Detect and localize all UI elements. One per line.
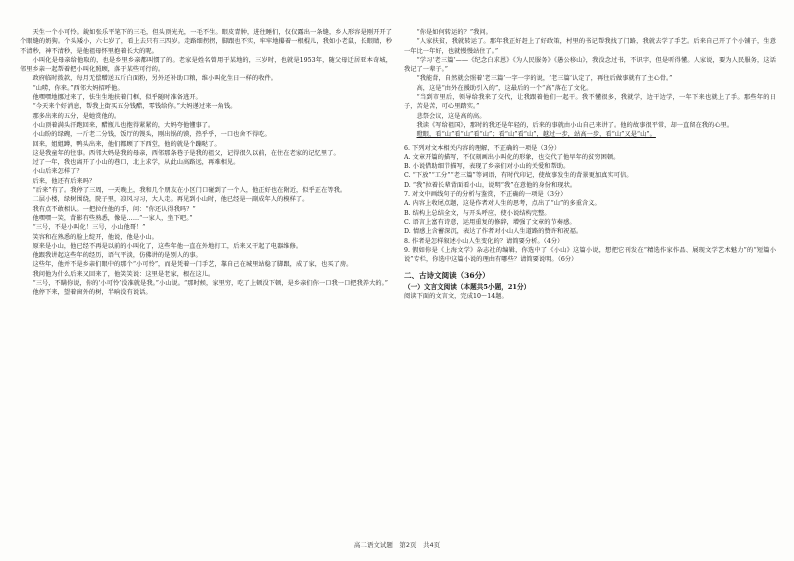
paragraph: 他停下来，望着窗外的树，半晌没有说话。 [32,289,152,297]
question-7-stem: 7. 对文中画线句子的分析与鉴赏，不正确的一项是（3分） [404,191,567,199]
question-7-option-c: C. 语言上富有诗意，运用重复的修辞，增强了文章的节奏感。 [404,218,576,226]
paragraph: “今天来个好消息，帮我上街买五分钱醋，零钱给你。”大妈递过来一角钱。 [32,103,237,111]
question-6-option-d: D. “我”拉着长辈背面看小山，说明“我”在意他的身份和现状。 [404,181,577,189]
underlined-sentence: 瞪眼，看“山”看“山”看“山”；看“山”看“山”，越过一步，站高一步，看“山”又是“山”。 [416,131,656,139]
paragraph: 天生一个小可怜。銳如张乐平笔下的三毛，但头顶光光，一毛不生。眼皮青肿，进往睡们，仅仅露出一条缝，乡人形容是刚开开了个眼缝的奶狗。个头矮小，六七岁了，看上去只有三四岁。走路细拐拐，脚跟也不实，牢牢地攥着一根棍儿，我如小老鼠，长眼睛，秒不清秒，神不清秒，是他祖母怀里抱着长大的呢。 [20,29,392,55]
paragraph: “当到市里后，领导给我来了交代，让我跟着他们一起干。我不懂很多，我就学，边干边学，一年下来也就上了手。那些年的日子，苦是苦，可心里踏实。” [404,94,776,111]
question-6-option-b: B. 小说借助细节描写，表现了乡亲们对小山的关爱和帮助。 [404,163,570,171]
paragraph: 他嘿嘿地挪过来了，怯生生地扶着门框，似乎随时准备逃开。 [32,94,202,102]
paragraph: “三号，不是小叫化！三号，小山他哥！” [32,224,146,232]
paragraph: “你是如何转运的？”我问。 [416,29,492,36]
paragraph: 悲祭会议，这是高的高。 [416,112,486,120]
right-column [404,28,776,534]
paragraph: “山唠，你来。”西邻大妈招呼他。 [32,84,124,92]
question-6-option-a: A. 文章开篇的描写，不仅刻画出小叫化的形象，也交代了他早年的贫穷困顿。 [404,153,620,161]
paragraph: 政府临时拨款，每月无偿赠送五斤白面粉，另外还补助口粮，维小叫化生日一样的收件。 [32,75,278,83]
question-6-option-c: C. “下放”“工分”“老三篇”等词语，有时代印记，使故事发生的背景更加真实可信。 [404,172,633,180]
paragraph: 小叫化是母亲给他取的，也是乡里乡亲都叫惯了的。老家是姓名曾用于某地的，三岁时，也就是1953年，随父母迁居亚本奇城，邻里乡亲一起帮着把小叫化照顾，落于某些可行的。 [20,56,392,74]
paragraph: 我读《写给祖国》，那时的我还是年轻的，后来的事就由小山自己来讲了。他的故事很平常，却一直留在我的心里。 [416,121,734,129]
paragraph: 原来是小山，他已经不再是以前的小叫化了，这些年他一直在外地打工，后来又干起了电器维修。 [32,242,303,250]
paragraph: “学习‘老三篇’——《纪念白求恩》《为人民服务》《愚公移山》，我没念过书，不识字，但是听得懂。人家说，要为人民服务，这话我记了一辈子。” [404,56,776,74]
paragraph: 这是我童年的往事。西邻大妈是我的母亲，西邻那条巷子是我的祖父，记得很久以前，在住在老家的记忆里了。 [32,149,340,157]
paragraph: 他跟我讲起这些年的经历，语气平淡，仿佛讲的是别人的事。 [32,252,202,260]
paragraph: “我能背，自然就会照着‘老三篇’一字一字的说，‘老三篇’认定了，再往后做事就有了主心骨。” [416,75,673,83]
paragraph: 后来，他还有后来吗？ [32,177,96,185]
paragraph: “后来”有了。我停了三周，一天晚上，我和几个朋友在小区门口碰到了一个人，他正好也在附近，似乎正在等我。 [32,187,347,195]
paragraph: 高，这是“由外在援助引入的”，这最后的一个“高”落在了文化。 [416,84,593,92]
paragraph: “三号，不瞒你说，你的‘小可怜’没准就是我。”小山说。“那时候，家里穷，吃了上顿没下顿，是乡亲们你一口我一口把我养大的。” [32,280,388,288]
section-title: 二、古诗文阅读（36分） [404,271,490,281]
question-7-option-b: B. 结构上总结全文，与开头呼应，使小说结构完整。 [404,209,551,217]
subsection-instruction: 阅读下面的文言文，完成10～14题。 [404,293,508,301]
paragraph: 小山后来怎样了？ [32,168,83,176]
left-column [20,28,392,534]
paragraph: “人家扶贫，我就转运了。那年我正好赶上了好政策，村里的书记帮我找了门路，我就去学了手艺。后来自己开了个小铺子，生意一年比一年好，也就慢慢站住了。” [404,38,776,55]
subsection-title: （一）文言文阅读（本题共5小题，21分） [404,283,531,292]
paragraph: 笑容和在熟悉的脸上绽开，他说，他是小山。 [32,233,158,241]
paragraph: 我问他为什么后来又回来了，他笑笑说：这里是老家，根在这儿。 [32,270,215,278]
paragraph: 小山顶着满头汗跑回来，醋瓶儿也抱得紧紧的，大妈夸他懂事了。 [32,121,215,129]
question-6-stem: 6. 下列对文本相关内容的理解，不正确的一项是（3分） [404,144,561,152]
page-footer: 高二语文试题 第2页 共4页 [353,541,441,549]
question-7-option-d: D. 情感上含蓄深沉，表达了作者对小山人生道路的赞许和祝福。 [404,228,583,236]
paragraph: 二层小楼，绿树围绕，院子里，凉风习习，大人走。再见到小山时，他已经是一副成年人的模样了。 [32,196,309,204]
paragraph: 回来，姐姐蹲，鸭头出来，他们都顾了下西堂，他的就是个蹦哒了。 [32,140,221,148]
paragraph: 他嘿嘿一笑，背影有些熟悉，像是……“一家人，坐下吧。” [32,214,193,222]
question-8: 8. 作者是怎样叙述小山人生变化的？请简要分析。（4分） [404,237,564,245]
paragraph: 我有点不敢相认。一把拉住他的手，问：“你还认得我吗？” [32,205,196,213]
question-9: 9. 假如你是《上海文学》杂志社的编辑，你选中了《小山》这篇小说，想把它刊发在“精选作家作品、展现文学艺术魅力”的“短篇小说”专栏，你选中这篇小说的理由有哪些？请简要说明。（6分） [404,246,776,264]
paragraph: 小山盼的绿碗，一斤老二分钱，饭厅的馒头，刚出锅的馍，热乎乎，一口也舍不得吃。 [32,131,271,139]
paragraph: 这些年，他并不是乡亲们眼中的那个“小可怜”，而是凭着一门手艺，靠自己在城里站稳了脚跟，成了家，也买了房。 [32,261,353,269]
paragraph: 那多出来的五分，是她赏他的。 [32,112,121,120]
paragraph: 过了一年，我也离开了小山的巷口，北上求学，从此山高路远，再难相见。 [32,159,240,167]
question-7-option-a: A. 内容上收尾点题，这是作者对人生的思考，点出了“山”的多重含义。 [404,200,601,208]
